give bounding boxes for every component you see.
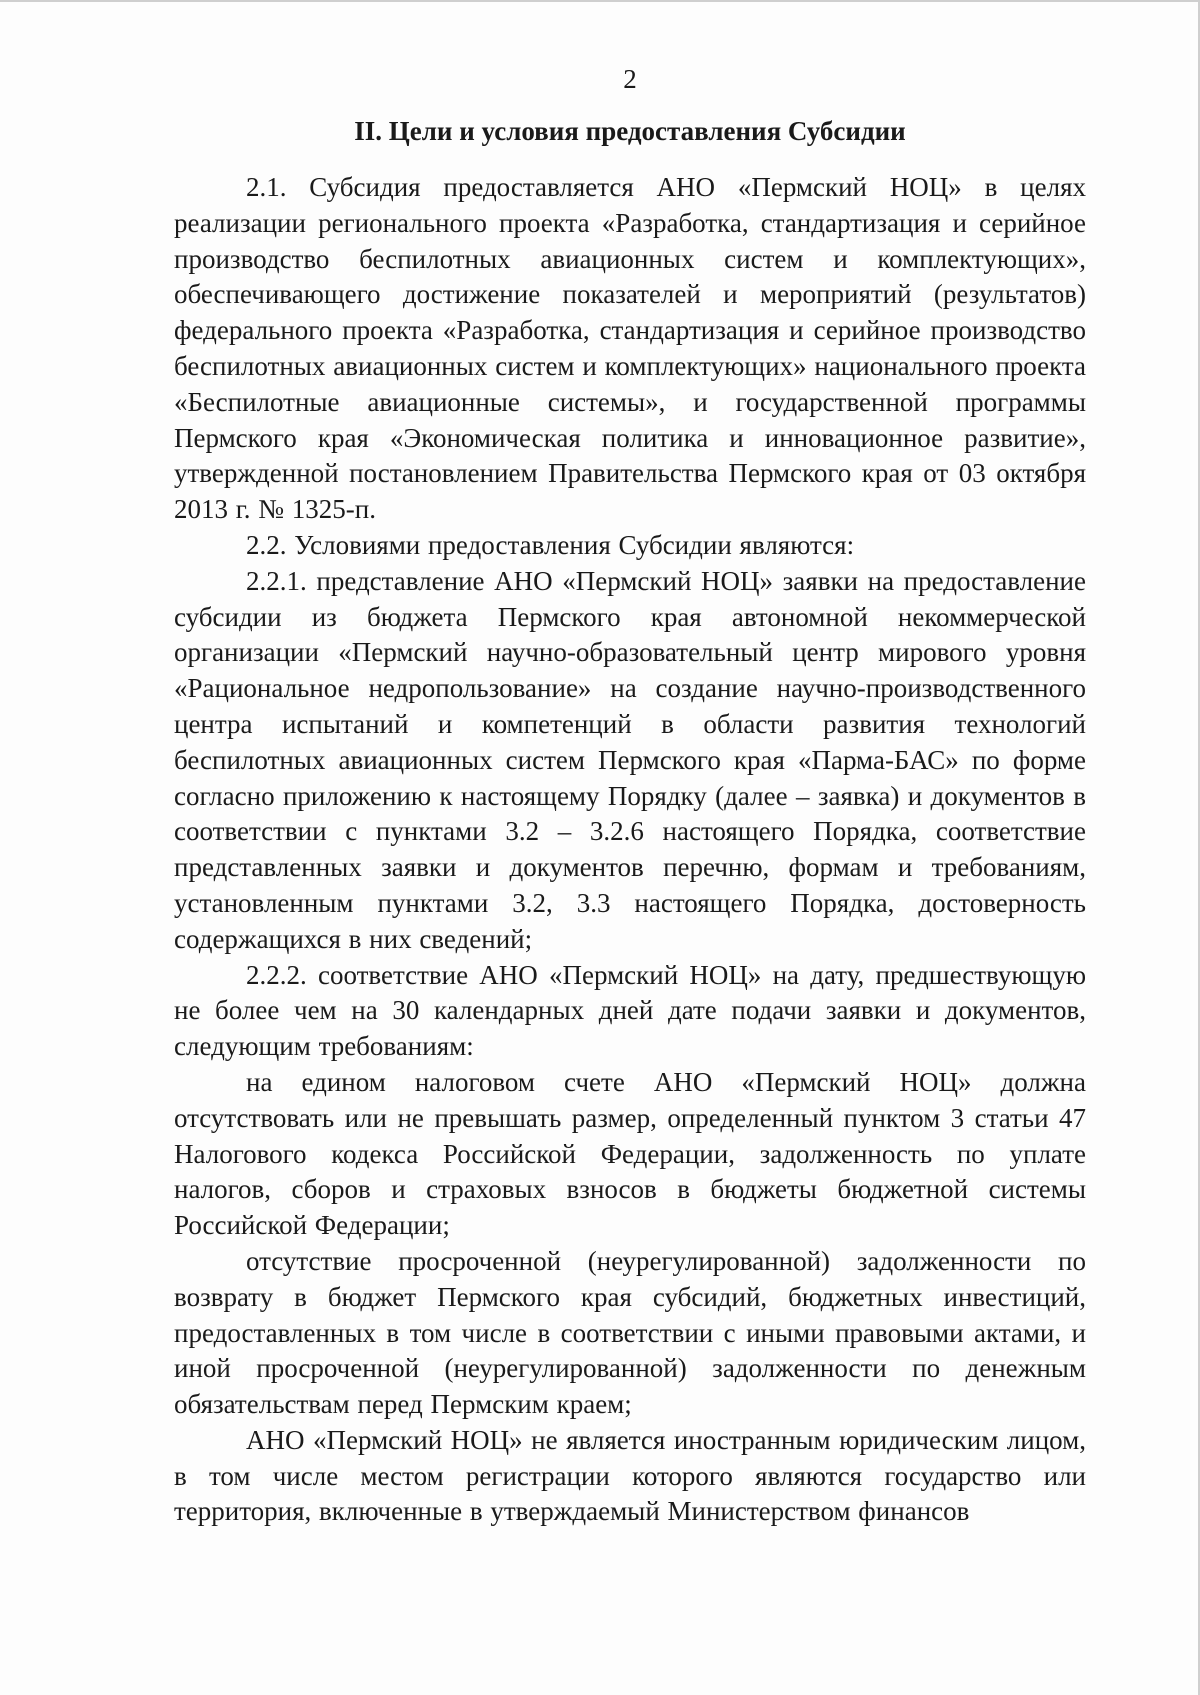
document-body (174, 170, 1086, 1530)
paragraph-overdue-debt: отсутствие просроченной (неурегулированной) задолженности по возврату в бюджет Пермского края субсидий, бюджетных инвестиций, предоставленных в том числе в соответствии с иными правовыми актами, и иной просроченной (неурегулированной) задолженности по денежным обязательствам перед Пермским краем; (174, 1245, 1086, 1420)
page-top-edge (0, 0, 1200, 2)
paragraph-2-2: 2.2. Условиями предоставления Субсидии являются: (246, 529, 855, 560)
page-number: 2 (623, 64, 637, 94)
paragraph-2-2-2: 2.2.2. соответствие АНО «Пермский НОЦ» на дату, предшествующую не более чем на 30 календарных дней дате подачи заявки и документов, следующим требованиям: (174, 959, 1086, 1062)
paragraph-2-2-1: 2.2.1. представление АНО «Пермский НОЦ» заявки на предоставление субсидии из бюджета Пермского края автономной некоммерческой организации «Пермский научно-образовательный центр мирового уровня «Рациональное недропользование» на создание научно-производственного центра испытаний и компетенций в области развития технологий беспилотных авиационных систем Пермского края «Парма-БАС» по форме согласно приложению к настоящему Порядку (далее – заявка) и документов в соответствии с пунктами 3.2 – 3.2.6 настоящего Порядка, соответствие представленных заявки и документов перечню, формам и требованиям, установленным пунктами 3.2, 3.3 настоящего Порядка, достоверность содержащихся в них сведений; (174, 565, 1086, 954)
paragraph-2-1: 2.1. Субсидия предоставляется АНО «Пермский НОЦ» в целях реализации регионального проекта «Разработка, стандартизация и серийное производство беспилотных авиационных систем и комплектующих», обеспечивающего достижение показателей и мероприятий (результатов) федерального проекта «Разработка, стандартизация и серийное производство беспилотных авиационных систем и комплектующих» национального проекта «Беспилотные авиационные системы», и государственной программы Пермского края «Экономическая политика и инновационное развитие», утвержденной постановлением Правительства Пермского края от 03 октября 2013 г. № 1325-п. (174, 172, 1086, 525)
paragraph-tax-debt: на едином налоговом счете АНО «Пермский НОЦ» должна отсутствовать или не превышать размер, определенный пунктом 3 статьи 47 Налогового кодекса Российской Федерации, задолженность по уплате налогов, сборов и страховых взносов в бюджеты бюджетной системы Российской Федерации; (174, 1066, 1086, 1241)
paragraph-foreign-entity: АНО «Пермский НОЦ» не является иностранным юридическим лицом, в том числе местом регистрации которого являются государство или территория, включенные в утверждаемый Министерством финансов (174, 1424, 1086, 1527)
section-title: II. Цели и условия предоставления Субсидии (354, 116, 906, 146)
